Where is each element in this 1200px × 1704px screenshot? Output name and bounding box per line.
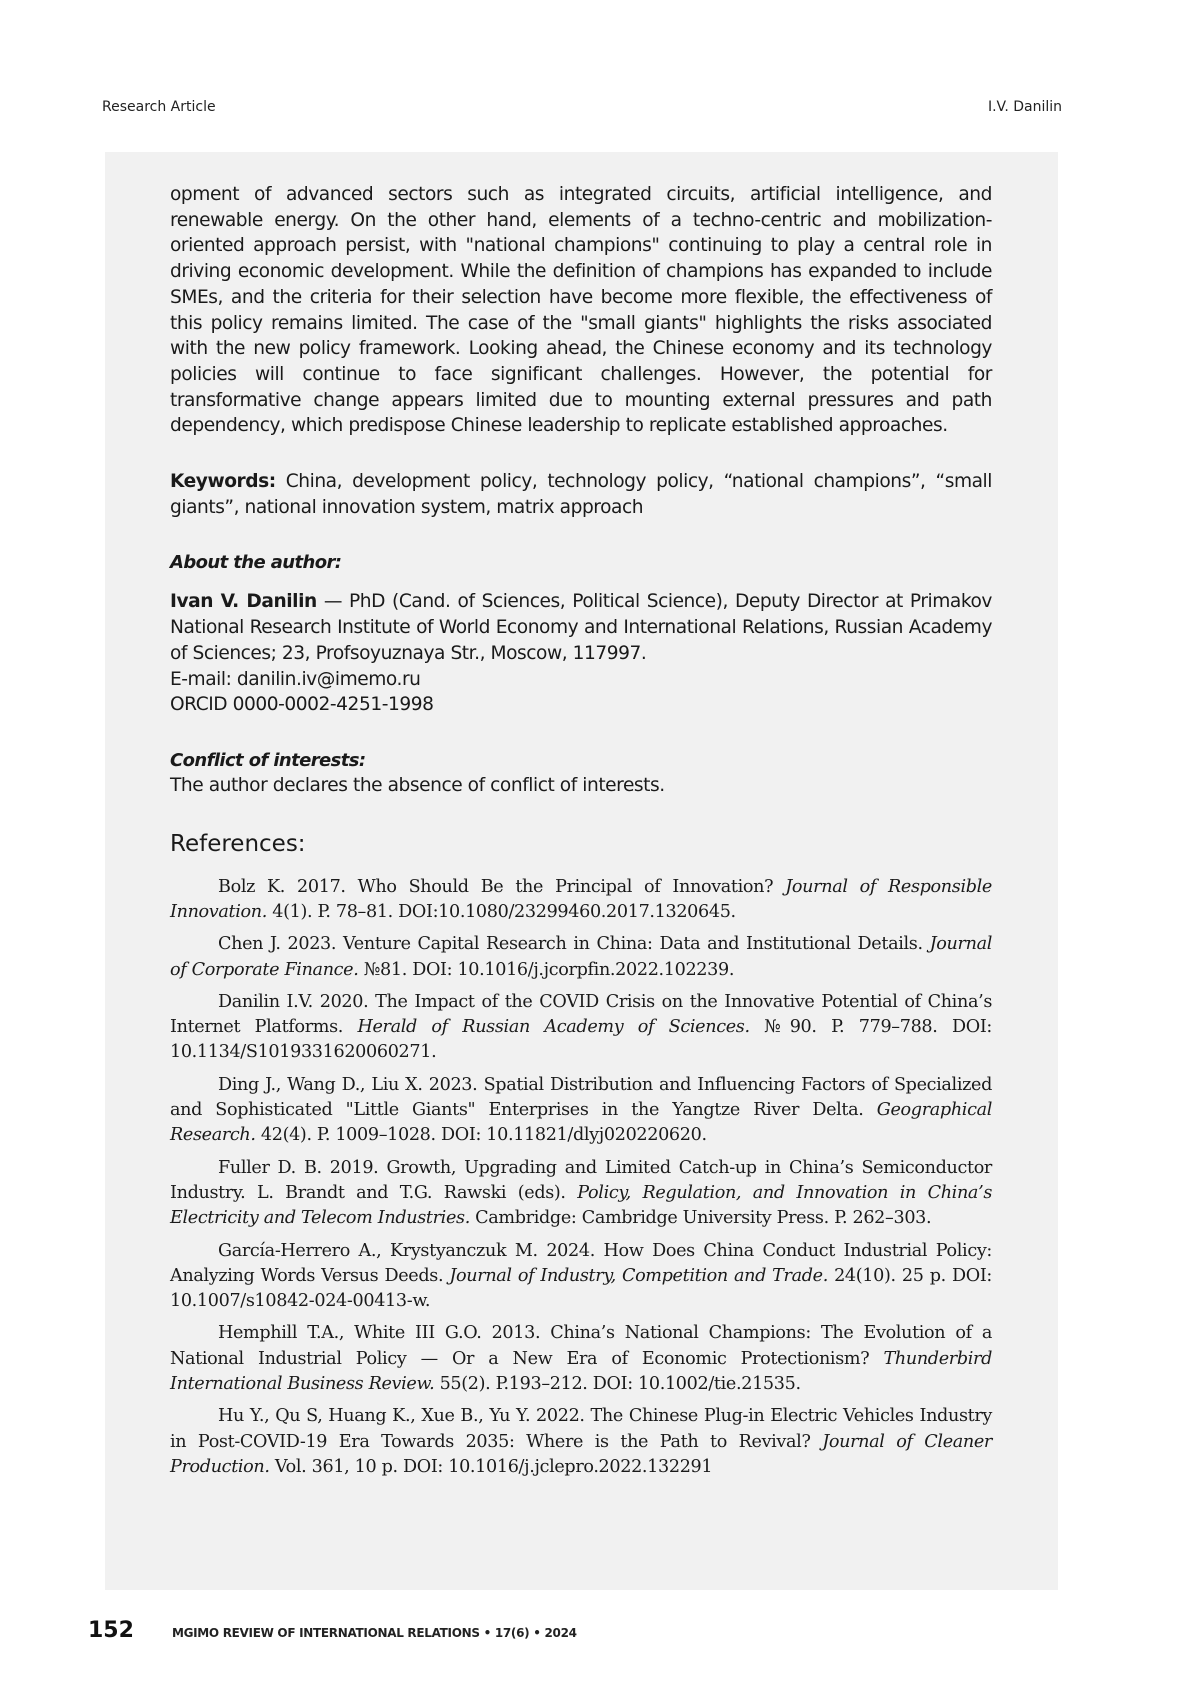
running-head-right: I.V. Danilin bbox=[987, 99, 1062, 115]
reference-item: Danilin I.V. 2020. The Impact of the COVID Crisis on the Innovative Potential of China’s Internet Platforms. Herald of Russian Academy of Sciences. №90. P. 779–788. DOI: 10.1134/S1019331620060271. bbox=[170, 991, 993, 1063]
author-details: — PhD (Cand. of Sciences, Political Science), Deputy Director at Primakov National Research Institute of World Economy and International Relations, Russian Academy of Sciences; 23, Profsoyuznaya Str., Moscow, 117997. bbox=[170, 591, 992, 664]
conflict-text: The author declares the absence of conflict of interests. bbox=[170, 774, 665, 796]
page-footer bbox=[88, 1618, 577, 1643]
reference-item: Ding J., Wang D., Liu X. 2023. Spatial Distribution and Influencing Factors of Specialized and Sophisticated "Little Giants" Enterprises in the Yangtze River Delta. Geographical Research. 42(4). P. 1009–1028. DOI: 10.11821/dlyj020220620. bbox=[170, 1074, 992, 1146]
reference-item: Bolz K. 2017. Who Should Be the Principal of Innovation? Journal of Responsible Innovation. 4(1). P. 78–81. DOI:10.1080/23299460.2017.1320645. bbox=[170, 876, 992, 922]
reference-item: Hemphill T.A., White III G.O. 2013. China’s National Champions: The Evolution of a National Industrial Policy — Or a New Era of Economic Protectionism? Thunderbird International Business Review. 55(2). P.193–212. DOI: 10.1002/tie.21535. bbox=[170, 1323, 992, 1394]
reference-item: Fuller D. B. 2019. Growth, Upgrading and Limited Catch-up in China’s Semiconductor Industry. L. Brandt and T.G. Rawski (eds). Policy, Regulation, and Innovation in China’s Electricity and Telecom Industries. Cambridge: Cambridge University Press. P. 262–303. bbox=[170, 1157, 992, 1229]
reference-item: Hu Y., Qu S, Huang K., Xue B., Yu Y. 2022. The Chinese Plug-in Electric Vehicles Industry in Post-COVID-19 Era Towards 2035: Where is the Path to Revival? Journal of Cleaner Production. Vol. 361, 10 p. DOI: 10.1016/j.jclepro.2022.132291 bbox=[170, 1406, 992, 1477]
keywords bbox=[170, 469, 992, 520]
reference-item: Chen J. 2023. Venture Capital Research in China: Data and Institutional Details. Journal of Corporate Finance. №81. DOI: 10.1016/j.jcorpfin.2022.102239. bbox=[170, 934, 992, 980]
journal-name: MGIMO REVIEW OF INTERNATIONAL RELATIONS • 17(6) • 2024 bbox=[171, 1626, 577, 1640]
author-email: E-mail: danilin.iv@imemo.ru bbox=[170, 668, 421, 690]
references-list bbox=[170, 875, 992, 1481]
article-content bbox=[170, 182, 992, 1487]
abstract-text: opment of advanced sectors such as integrated circuits, artificial intelligence, and renewable energy. On the other hand, elements of a techno-centric and mobilization-oriented approach persist, with "national champions" continuing to play a central role in driving economic development. While the definition of champions has expanded to include SMEs, and the criteria for their selection have become more flexible, the effectiveness of this policy remains limited. The case of the "small giants" highlights the risks associated with the new policy framework. Looking ahead, the Chinese economy and its technology policies will continue to face significant challenges. However, the potential for transformative change appears limited due to mounting external pressures and path dependency, which predispose Chinese leadership to replicate established approaches. bbox=[170, 184, 992, 437]
reference-item: García-Herrero A., Krystyanczuk M. 2024. How Does China Conduct Industrial Policy: Analyzing Words Versus Deeds. Journal of Industry, Competition and Trade. 24(10). 25 p. DOI: 10.1007/s10842-024-00413-w. bbox=[170, 1240, 992, 1312]
keywords-text: China, development policy, technology policy, “national champions”, “small giants”, national innovation system, matrix approach bbox=[170, 471, 992, 518]
author-name: Ivan V. Danilin bbox=[170, 591, 317, 613]
author-info bbox=[170, 589, 992, 718]
page-number: 152 bbox=[88, 1618, 134, 1643]
author-orcid: ORCID 0000-0002-4251-1998 bbox=[170, 694, 434, 716]
running-head-left: Research Article bbox=[102, 99, 216, 115]
keywords-label: Keywords: bbox=[170, 471, 276, 493]
conflict-label: Conflict of interests: bbox=[170, 749, 366, 771]
about-author-label: About the author: bbox=[170, 552, 342, 574]
references-heading: References: bbox=[170, 830, 306, 857]
